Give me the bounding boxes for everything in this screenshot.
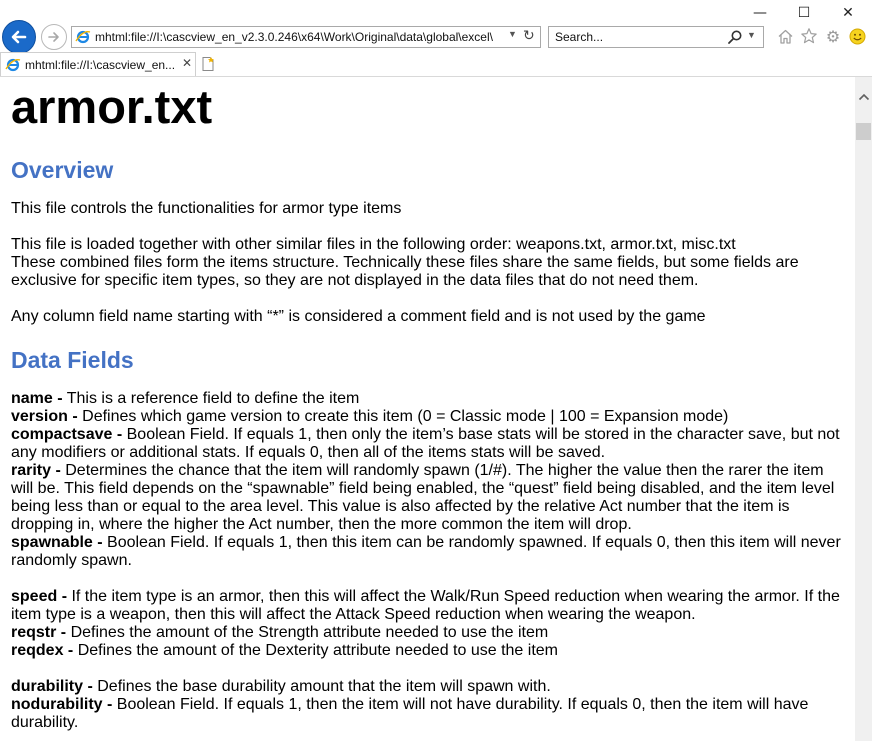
field-entry: [11, 642, 845, 660]
field-description: If the item type is an armor, then this will affect the Walk/Run Speed reduction when wearing the armor. If the item type is a weapon, then this will affect the Attack Speed reduction when wearing the weapon.: [11, 588, 840, 623]
field-description: Determines the chance that the item will randomly spawn (1/#). The higher the value then the rarer the item will be. This field depends on the “spawnable” field being enabled, the “quest” field being disabled, and the item level being less than or equal to the area level. This value is also affected by the relative Act number that the item is dropping in, where the higher the Act number, then the more common the item will drop.: [11, 462, 835, 533]
field-name: spawnable -: [11, 534, 103, 551]
forward-button[interactable]: [41, 24, 67, 50]
browser-chrome: [0, 0, 872, 77]
field-description: Defines the base durability amount that the item will spawn with.: [97, 678, 551, 695]
search-input[interactable]: Search...: [555, 30, 604, 44]
field-description: Defines the amount of the Strength attribute needed to use the item: [70, 624, 549, 641]
maximize-button[interactable]: ☐: [797, 5, 811, 21]
new-tab-icon: [200, 56, 216, 72]
field-entry: [11, 696, 845, 732]
gear-icon[interactable]: ⚙: [825, 26, 841, 46]
overview-paragraph: This file controls the functionalities for armor type items: [11, 200, 402, 217]
field-name: name -: [11, 390, 63, 407]
address-bar[interactable]: [71, 26, 541, 48]
search-box[interactable]: [548, 26, 764, 48]
page-title: armor.txt: [11, 80, 213, 133]
overview-paragraph: Any column field name starting with “*” is considered a comment field and is not used by the game: [11, 308, 706, 325]
field-name: compactsave -: [11, 426, 123, 443]
back-arrow-icon: [9, 27, 29, 47]
smiley-icon[interactable]: [848, 27, 866, 45]
field-name: reqstr -: [11, 624, 67, 641]
field-entry: [11, 588, 845, 624]
overview-heading: Overview: [11, 157, 114, 183]
field-entry: [11, 408, 845, 426]
field-name: durability -: [11, 678, 93, 695]
field-name: nodurability -: [11, 696, 113, 713]
field-description: Defines which game version to create this item (0 = Classic mode | 100 = Expansion mode): [82, 408, 729, 425]
field-description: Boolean Field. If equals 1, then this item can be randomly spawned. If equals 0, then this item will never randomly spawn.: [11, 534, 841, 569]
field-name: speed -: [11, 588, 68, 605]
search-icon[interactable]: [727, 29, 743, 45]
field-entry: [11, 624, 845, 642]
field-name: reqdex -: [11, 642, 74, 659]
ie-tab-icon: [5, 57, 21, 73]
scroll-up-button[interactable]: [855, 87, 872, 107]
refresh-icon[interactable]: ↻: [523, 28, 535, 44]
forward-arrow-icon: [46, 29, 62, 45]
data-fields-heading: Data Fields: [11, 347, 134, 373]
vertical-scrollbar[interactable]: [855, 77, 872, 741]
field-entry: [11, 426, 845, 462]
search-dropdown-icon[interactable]: ▼: [747, 30, 756, 40]
field-name: version -: [11, 408, 78, 425]
chevron-up-icon: [858, 93, 870, 101]
page-content: [0, 77, 855, 741]
scrollbar-thumb[interactable]: [856, 123, 871, 140]
field-entry: [11, 678, 845, 696]
close-window-button[interactable]: ✕: [842, 5, 854, 21]
overview-paragraph: These combined files form the items structure. Technically these files share the same fields, but some fields are exclusive for specific item types, so they are not displayed in the data files that do not need them.: [11, 254, 799, 289]
field-entry: [11, 462, 845, 534]
tab-active[interactable]: [0, 52, 196, 76]
tab-label: mhtml:file://I:\cascview_en...: [25, 58, 176, 72]
minimize-button[interactable]: —: [753, 5, 767, 21]
back-button[interactable]: [2, 20, 36, 54]
star-icon[interactable]: [800, 27, 818, 45]
field-description: This is a reference field to define the item: [66, 390, 360, 407]
tab-close-icon[interactable]: ✕: [182, 56, 193, 70]
field-name: rarity -: [11, 462, 61, 479]
field-description: Boolean Field. If equals 1, then the item will not have durability. If equals 0, then the item will have durability.: [11, 696, 809, 731]
address-input[interactable]: mhtml:file://I:\cascview_en_v2.3.0.246\x64\Work\Original\data\global\excel\: [95, 30, 493, 44]
field-entry: [11, 390, 845, 408]
home-icon[interactable]: [776, 27, 794, 45]
overview-paragraph: This file is loaded together with other similar files in the following order: weapons.txt, armor.txt, misc.txt: [11, 236, 736, 253]
field-entry: [11, 534, 845, 570]
ie-page-icon: [75, 29, 91, 45]
new-tab-button[interactable]: [198, 55, 218, 73]
address-dropdown-icon[interactable]: ▼: [508, 29, 517, 39]
field-description: Boolean Field. If equals 1, then only the item’s base stats will be stored in the character save, but not any modifiers or additional stats. If equals 0, then all of the items stats will be saved.: [11, 426, 840, 461]
field-description: Defines the amount of the Dexterity attribute needed to use the item: [77, 642, 558, 659]
